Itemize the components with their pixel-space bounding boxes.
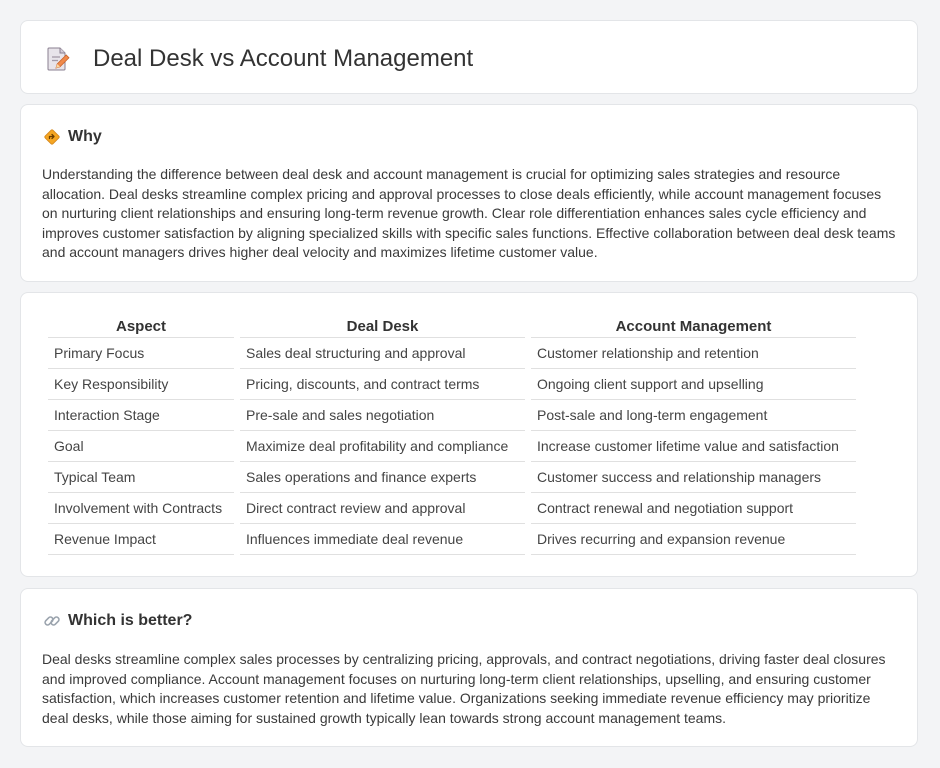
why-heading-row xyxy=(43,127,102,147)
table-cell-account-management: Post-sale and long-term engagement xyxy=(531,400,856,431)
table-row xyxy=(48,400,856,431)
table-row xyxy=(48,338,856,369)
table-cell-account-management: Drives recurring and expansion revenue xyxy=(531,524,856,555)
which-is-better-section xyxy=(20,588,918,747)
table-cell-deal-desk: Sales deal structuring and approval xyxy=(240,338,525,369)
table-row xyxy=(48,462,856,493)
table-cell-account-management: Contract renewal and negotiation support xyxy=(531,493,856,524)
column-header-deal-desk: Deal Desk xyxy=(240,316,525,338)
table-cell-account-management: Customer relationship and retention xyxy=(531,338,856,369)
table-cell-aspect: Key Responsibility xyxy=(48,369,234,400)
title-card xyxy=(20,20,918,94)
table-cell-aspect: Primary Focus xyxy=(48,338,234,369)
table-cell-aspect: Goal xyxy=(48,431,234,462)
comparison-table xyxy=(42,316,862,555)
table-cell-aspect: Revenue Impact xyxy=(48,524,234,555)
column-header-aspect: Aspect xyxy=(48,316,234,338)
table-cell-account-management: Increase customer lifetime value and satisfaction xyxy=(531,431,856,462)
table-cell-aspect: Interaction Stage xyxy=(48,400,234,431)
table-row xyxy=(48,524,856,555)
table-cell-aspect: Involvement with Contracts xyxy=(48,493,234,524)
table-cell-account-management: Ongoing client support and upselling xyxy=(531,369,856,400)
table-row xyxy=(48,493,856,524)
why-paragraph: Understanding the difference between deal desk and account management is crucial for optimizing sales strategies and resource allocation. Deal desks streamline complex pricing and approval processes to close deals efficiently, while account management focuses on nurturing client relationships and ensuring long-term revenue growth. Clear role differentiation enhances sales cycle efficiency and improves customer satisfaction by aligning specialized skills with specific sales functions. Effective collaboration between deal desk teams and account managers drives higher deal velocity and maximizes lifetime customer value. xyxy=(42,166,896,261)
table-cell-deal-desk: Pre-sale and sales negotiation xyxy=(240,400,525,431)
better-paragraph: Deal desks streamline complex sales processes by centralizing pricing, approvals, and contract negotiations, driving faster deal closures and improved compliance. Account management focuses on nurturing long-term client relationships, upselling, and ensuring customer satisfaction, which increases customer retention and lifetime value. Organizations seeking immediate revenue efficiency may prioritize deal desks, while those aiming for sustained growth typically lean towards strong account management teams. xyxy=(42,651,886,726)
document-edit-icon xyxy=(45,45,71,73)
table-row xyxy=(48,431,856,462)
table-cell-account-management: Customer success and relationship managers xyxy=(531,462,856,493)
title-row xyxy=(45,43,473,75)
table-cell-deal-desk: Maximize deal profitability and compliance xyxy=(240,431,525,462)
diamond-direction-icon xyxy=(43,128,61,146)
better-heading-row xyxy=(43,611,192,631)
page-title: Deal Desk vs Account Management xyxy=(93,45,474,72)
better-heading: Which is better? xyxy=(68,612,193,629)
table-cell-deal-desk: Direct contract review and approval xyxy=(240,493,525,524)
table-cell-deal-desk: Sales operations and finance experts xyxy=(240,462,525,493)
why-section xyxy=(20,104,918,282)
link-icon xyxy=(43,612,61,630)
column-header-account-management: Account Management xyxy=(531,316,856,338)
table-row xyxy=(48,369,856,400)
table-cell-aspect: Typical Team xyxy=(48,462,234,493)
table-header-row xyxy=(48,316,856,338)
table-cell-deal-desk: Pricing, discounts, and contract terms xyxy=(240,369,525,400)
comparison-section xyxy=(20,292,918,577)
why-heading: Why xyxy=(68,128,102,145)
table-cell-deal-desk: Influences immediate deal revenue xyxy=(240,524,525,555)
